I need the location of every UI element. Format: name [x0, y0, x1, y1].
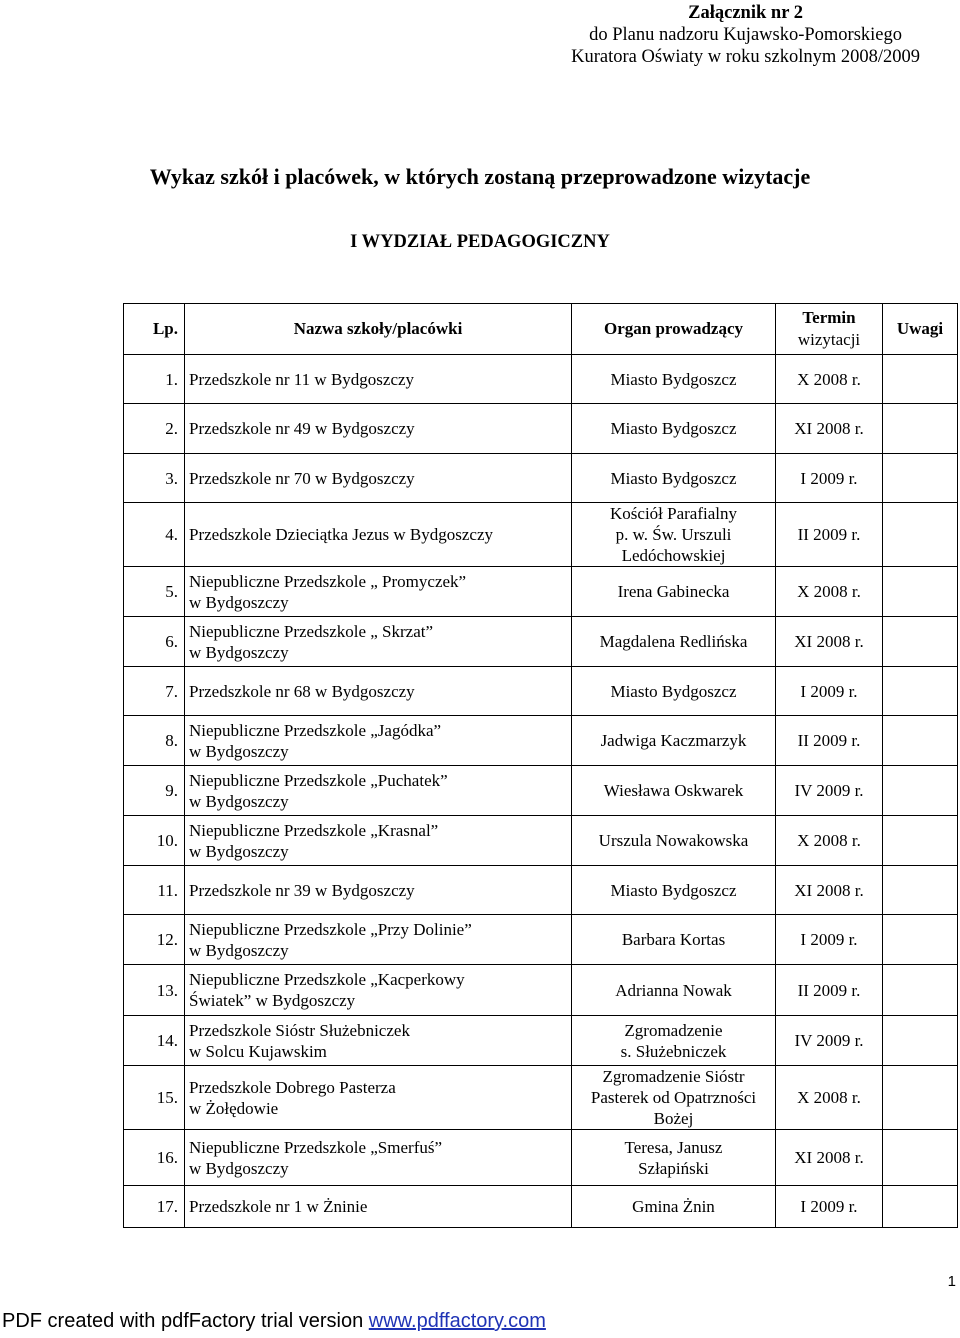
cell-notes [883, 766, 958, 816]
school-name-line1: Przedszkole nr 39 w Bydgoszczy [189, 880, 415, 900]
cell-school-name [185, 355, 572, 404]
visits-table [123, 303, 958, 1228]
table-row [124, 965, 958, 1016]
table-header-row [124, 304, 958, 355]
table-row [124, 1186, 958, 1228]
term-value: IV 2009 r. [794, 781, 864, 800]
cell-notes [883, 816, 958, 866]
cell-term [776, 766, 883, 816]
lp-value: 12. [156, 930, 178, 949]
cell-school-name [185, 1186, 572, 1228]
cell-school-name [185, 915, 572, 965]
cell-notes [883, 716, 958, 766]
cell-organ [572, 617, 776, 667]
cell-school-name [185, 1066, 572, 1130]
organ-line2: Szłapiński [638, 1158, 709, 1178]
cell-school-name [185, 1016, 572, 1066]
cell-lp [124, 915, 185, 965]
cell-term [776, 1066, 883, 1130]
cell-term [776, 915, 883, 965]
table-row [124, 766, 958, 816]
term-value: X 2008 r. [797, 1088, 861, 1107]
cell-notes [883, 1016, 958, 1066]
header-line-2: do Planu nadzoru Kujawsko-Pomorskiego [589, 25, 903, 45]
header-lp: Lp. [124, 304, 185, 355]
table-row [124, 355, 958, 404]
term-value: I 2009 r. [800, 1197, 858, 1216]
school-name-line1: Przedszkole nr 1 w Żninie [189, 1197, 368, 1216]
term-value: I 2009 r. [800, 468, 858, 488]
cell-lp [124, 816, 185, 866]
organ-line1: Barbara Kortas [621, 930, 726, 949]
cell-notes [883, 866, 958, 915]
lp-value: 4. [165, 525, 178, 544]
cell-term [776, 503, 883, 567]
department-heading: I WYDZIAŁ PEDAGOGICZNY [350, 232, 610, 252]
lp-value: 5. [165, 582, 178, 601]
organ-line3: Ledóchowskiej [621, 546, 726, 565]
school-name-line1: Niepubliczne Przedszkole „Kacperkowy [189, 970, 465, 989]
cell-notes [883, 404, 958, 454]
cell-lp [124, 1016, 185, 1066]
cell-organ [572, 965, 776, 1016]
table-row [124, 503, 958, 567]
footer-link[interactable]: www.pdffactory.com [368, 1310, 546, 1332]
lp-value: 13. [156, 980, 178, 1000]
term-value: XI 2008 r. [794, 1148, 864, 1167]
organ-line1: Irena Gabinecka [617, 582, 730, 601]
cell-notes [883, 667, 958, 716]
lp-value: 15. [156, 1088, 178, 1107]
cell-school-name [185, 617, 572, 667]
document-header [571, 2, 920, 68]
organ-line1: Teresa, Janusz [624, 1137, 723, 1157]
table-row [124, 816, 958, 866]
term-value: I 2009 r. [800, 930, 858, 949]
cell-notes [883, 1130, 958, 1186]
cell-school-name [185, 404, 572, 454]
cell-notes [883, 567, 958, 617]
term-value: XI 2008 r. [794, 880, 864, 900]
cell-school-name [185, 816, 572, 866]
school-name-line1: Niepubliczne Przedszkole „Przy Dolinie” [189, 919, 472, 939]
table-row [124, 404, 958, 454]
cell-notes [883, 454, 958, 503]
cell-notes [883, 1186, 958, 1228]
cell-organ [572, 866, 776, 915]
school-name-line2: w Bydgoszczy [189, 741, 289, 761]
header-organ: Organ prowadzący [572, 304, 776, 355]
cell-school-name [185, 454, 572, 503]
organ-line1: Adrianna Nowak [615, 980, 732, 1000]
lp-value: 16. [156, 1148, 178, 1167]
cell-lp [124, 1066, 185, 1130]
cell-notes [883, 915, 958, 965]
school-name-line1: Przedszkole nr 11 w Bydgoszczy [189, 369, 415, 389]
header-notes: Uwagi [883, 304, 958, 355]
cell-organ [572, 454, 776, 503]
school-name-line2: w Bydgoszczy [189, 592, 289, 612]
page-number: 1 [947, 1273, 956, 1290]
lp-value: 7. [165, 681, 178, 701]
cell-organ [572, 766, 776, 816]
lp-value: 3. [165, 468, 178, 488]
table-row [124, 1016, 958, 1066]
cell-term [776, 567, 883, 617]
organ-line1: Urszula Nowakowska [598, 831, 749, 850]
table-row [124, 1066, 958, 1130]
term-value: IV 2009 r. [794, 1031, 864, 1050]
table-row [124, 667, 958, 716]
header-term-line1: Termin [802, 308, 856, 327]
lp-value: 9. [165, 781, 178, 800]
school-name-line2: w Solcu Kujawskim [189, 1041, 327, 1061]
school-name-line1: Niepubliczne Przedszkole „Smerfuś” [189, 1137, 443, 1157]
cell-lp [124, 1186, 185, 1228]
cell-term [776, 454, 883, 503]
cell-school-name [185, 567, 572, 617]
organ-line1: Miasto Bydgoszcz [610, 419, 737, 438]
cell-organ [572, 1016, 776, 1066]
school-name-line2: w Bydgoszczy [189, 841, 289, 861]
cell-term [776, 816, 883, 866]
document-title: Wykaz szkół i placówek, w których zostaną przeprowadzone wizytacje [149, 164, 811, 189]
organ-line1: Wiesława Oskwarek [603, 781, 744, 800]
school-name-line2: Światek” w Bydgoszczy [189, 991, 356, 1010]
cell-lp [124, 667, 185, 716]
organ-line2: Pasterek od Opatrzności [590, 1088, 757, 1107]
organ-line1: Jadwiga Kaczmarzyk [600, 731, 747, 750]
attachment-label: Załącznik nr 2 [688, 3, 803, 23]
table-row [124, 454, 958, 503]
organ-line3: Bożej [653, 1109, 694, 1128]
header-term-line2: wizytacji [797, 330, 861, 349]
school-name-line1: Przedszkole Dzieciątka Jezus w Bydgoszczy [189, 525, 493, 544]
cell-school-name [185, 866, 572, 915]
school-name-line1: Niepubliczne Przedszkole „Puchatek” [189, 770, 448, 790]
table-row [124, 716, 958, 766]
cell-term [776, 1016, 883, 1066]
cell-lp [124, 866, 185, 915]
cell-lp [124, 1130, 185, 1186]
cell-school-name [185, 766, 572, 816]
cell-term [776, 1186, 883, 1228]
lp-value: 14. [156, 1031, 178, 1050]
cell-term [776, 667, 883, 716]
cell-organ [572, 716, 776, 766]
cell-lp [124, 404, 185, 454]
cell-organ [572, 1186, 776, 1228]
cell-lp [124, 355, 185, 404]
pdf-footer [2, 1310, 546, 1333]
school-name-line2: w Żołędowie [189, 1098, 279, 1118]
school-name-line1: Niepubliczne Przedszkole „Jagódka” [189, 720, 442, 740]
cell-organ [572, 355, 776, 404]
cell-term [776, 1130, 883, 1186]
lp-value: 8. [165, 731, 178, 750]
cell-term [776, 716, 883, 766]
cell-term [776, 617, 883, 667]
cell-school-name [185, 965, 572, 1016]
cell-school-name [185, 503, 572, 567]
term-value: XI 2008 r. [794, 632, 864, 651]
term-value: II 2009 r. [797, 980, 861, 1000]
cell-school-name [185, 1130, 572, 1186]
organ-line1: Gmina Żnin [632, 1197, 715, 1216]
cell-lp [124, 766, 185, 816]
lp-value: 6. [165, 632, 178, 651]
cell-notes [883, 355, 958, 404]
cell-lp [124, 617, 185, 667]
cell-organ [572, 1066, 776, 1130]
school-name-line1: Niepubliczne Przedszkole „ Promyczek” [189, 571, 467, 591]
table-row [124, 1130, 958, 1186]
term-value: II 2009 r. [797, 525, 861, 544]
cell-lp [124, 454, 185, 503]
school-name-line1: Niepubliczne Przedszkole „Krasnal” [189, 820, 439, 840]
lp-value: 2. [165, 419, 178, 438]
header-line-3: Kuratora Oświaty w roku szkolnym 2008/2009 [571, 47, 920, 67]
cell-lp [124, 567, 185, 617]
lp-value: 10. [156, 831, 178, 850]
cell-lp [124, 503, 185, 567]
cell-organ [572, 667, 776, 716]
organ-line1: Magdalena Redlińska [599, 632, 748, 651]
term-value: XI 2008 r. [794, 419, 864, 438]
organ-line1: Zgromadzenie [624, 1020, 723, 1040]
school-name-line1: Przedszkole nr 49 w Bydgoszczy [189, 419, 415, 438]
school-name-line2: w Bydgoszczy [189, 940, 289, 960]
organ-line1: Miasto Bydgoszcz [610, 880, 737, 900]
footer-text: PDF created with pdfFactory trial version [2, 1310, 369, 1332]
organ-line2: s. Służebniczek [620, 1041, 727, 1061]
cell-notes [883, 1066, 958, 1130]
cell-organ [572, 567, 776, 617]
table-row [124, 915, 958, 965]
table-row [124, 567, 958, 617]
term-value: I 2009 r. [800, 681, 858, 701]
cell-school-name [185, 716, 572, 766]
organ-line1: Zgromadzenie Sióstr [602, 1067, 745, 1086]
cell-organ [572, 915, 776, 965]
cell-term [776, 404, 883, 454]
term-value: X 2008 r. [797, 369, 861, 389]
table-row [124, 617, 958, 667]
school-name-line2: w Bydgoszczy [189, 642, 289, 662]
cell-organ [572, 816, 776, 866]
cell-notes [883, 965, 958, 1016]
school-name-line1: Przedszkole Sióstr Służebniczek [189, 1020, 410, 1040]
header-term [776, 304, 883, 355]
cell-term [776, 866, 883, 915]
organ-line1: Miasto Bydgoszcz [610, 681, 737, 701]
term-value: II 2009 r. [797, 731, 861, 750]
cell-organ [572, 503, 776, 567]
header-name: Nazwa szkoły/placówki [185, 304, 572, 355]
cell-notes [883, 503, 958, 567]
cell-term [776, 965, 883, 1016]
lp-value: 1. [165, 369, 178, 389]
cell-lp [124, 965, 185, 1016]
school-name-line2: w Bydgoszczy [189, 791, 289, 811]
organ-line1: Miasto Bydgoszcz [610, 369, 737, 389]
school-name-line1: Niepubliczne Przedszkole „ Skrzat” [189, 621, 434, 641]
school-name-line1: Przedszkole nr 68 w Bydgoszczy [189, 681, 415, 701]
cell-lp [124, 716, 185, 766]
term-value: X 2008 r. [797, 831, 861, 850]
school-name-line1: Przedszkole nr 70 w Bydgoszczy [189, 468, 415, 488]
lp-value: 17. [156, 1197, 178, 1216]
cell-organ [572, 1130, 776, 1186]
cell-notes [883, 617, 958, 667]
school-name-line2: w Bydgoszczy [189, 1158, 289, 1178]
organ-line1: Miasto Bydgoszcz [610, 468, 737, 488]
cell-term [776, 355, 883, 404]
term-value: X 2008 r. [797, 582, 861, 601]
lp-value: 11. [157, 880, 178, 900]
cell-school-name [185, 667, 572, 716]
school-name-line1: Przedszkole Dobrego Pasterza [189, 1077, 396, 1097]
table-row [124, 866, 958, 915]
organ-line2: p. w. Św. Urszuli [615, 525, 732, 544]
cell-organ [572, 404, 776, 454]
organ-line1: Kościół Parafialny [610, 504, 737, 523]
